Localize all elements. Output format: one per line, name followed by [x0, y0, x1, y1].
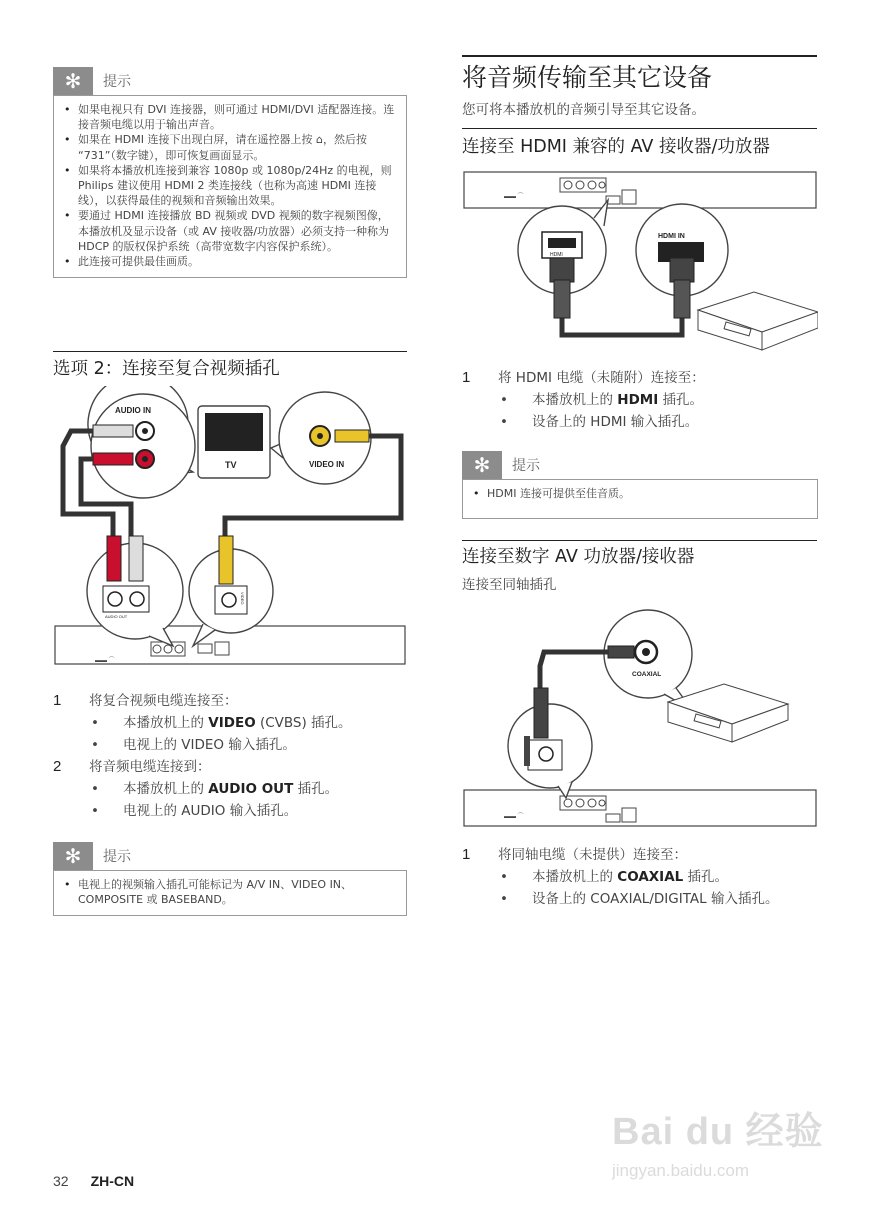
step-1	[462, 367, 818, 389]
step-sub-item: • 本播放机上的 COAXIAL 插孔。	[462, 866, 818, 888]
step-2	[53, 756, 407, 778]
step-1	[462, 844, 818, 866]
tip-box-1	[53, 67, 407, 278]
tip-header	[53, 842, 407, 870]
tip-item: • 电视上的视频输入插孔可能标记为 A/V IN、VIDEO IN、COMPOSITE 或 BASEBAND。	[62, 877, 398, 907]
hdmi-steps	[462, 367, 818, 433]
hdmi-diagram	[462, 170, 818, 358]
tip-header	[53, 67, 407, 95]
video-in-label: VIDEO IN	[309, 460, 345, 469]
page-title: 将音频传输至其它设备	[462, 63, 713, 92]
tip-body	[53, 870, 407, 916]
red-plug	[107, 536, 121, 581]
asterisk-icon: ✻	[53, 67, 93, 95]
svg-text:▬▬ ⌒: ▬▬ ⌒	[504, 814, 524, 820]
option2-heading: 选项 2：连接至复合视频插孔	[53, 359, 280, 379]
step-number: 1	[462, 846, 471, 863]
tip-label: 提示	[103, 74, 131, 90]
step-sub-item: • 本播放机上的 VIDEO (CVBS) 插孔。	[53, 712, 407, 734]
option2-steps	[53, 690, 407, 822]
audio-in-label: AUDIO IN	[115, 406, 151, 415]
step-sub-item: • 设备上的 COAXIAL/DIGITAL 输入插孔。	[462, 888, 782, 910]
tip-body	[53, 95, 407, 278]
step-text: 将音频电缆连接到：	[89, 759, 211, 775]
step-1	[53, 690, 407, 712]
hdmi-plug	[670, 258, 694, 282]
coax-subheading: 连接至同轴插孔	[462, 577, 557, 593]
asterisk-icon: ✻	[53, 842, 93, 870]
section-rule	[462, 540, 817, 541]
asterisk-icon: ✻	[462, 451, 502, 479]
tip-header	[462, 451, 818, 479]
step-text: 将同轴电缆（未提供）连接至：	[498, 847, 687, 863]
step-sub-item: • 本播放机上的 HDMI 插孔。	[462, 389, 818, 411]
tip-item: • HDMI 连接可提供至佳音质。	[471, 486, 809, 501]
step-sub-item: • 设备上的 HDMI 输入插孔。	[462, 411, 818, 433]
audio-out-label: AUDIO OUT	[105, 614, 128, 619]
digital-heading: 连接至数字 AV 功放器/接收器	[462, 547, 695, 567]
white-plug	[129, 536, 143, 581]
section-rule	[53, 351, 407, 352]
hdmi-label: HDMI	[550, 252, 563, 258]
player-body	[464, 790, 816, 826]
yellow-plug	[219, 536, 233, 584]
video-out-label: VIDEO	[240, 592, 245, 605]
step-number: 2	[53, 758, 62, 775]
step-number: 1	[53, 692, 62, 709]
tip-item: • 如果在 HDMI 连接下出现白屏，请在遥控器上按 ⌂，然后按 “731”（数字键），即可恢复画面显示。	[62, 132, 398, 162]
step-number: 1	[462, 369, 471, 386]
svg-text:▬▬ ⌒: ▬▬ ⌒	[504, 194, 524, 200]
tip-label: 提示	[512, 458, 540, 474]
coaxial-cable	[540, 652, 608, 688]
section-rule	[462, 128, 817, 129]
watermark-url: jingyan.baidu.com	[612, 1161, 750, 1180]
step-text: 将 HDMI 电缆（未随附）连接至：	[498, 370, 705, 386]
tip-item: • 如果电视只有 DVI 连接器，则可通过 HDMI/DVI 适配器连接。连接音频电缆以用于输出声音。	[62, 102, 398, 132]
tip-box-3	[462, 451, 818, 519]
coaxial-label: COAXIAL	[632, 671, 662, 678]
page-number: 32	[53, 1173, 69, 1189]
coax-steps	[462, 844, 818, 910]
title-rule	[462, 55, 817, 57]
hdmi-plug	[550, 258, 574, 282]
tip-item: • 如果将本播放机连接到兼容 1080p 或 1080p/24Hz 的电视，则 Philips 建议使用 HDMI 2 类连接线（也称为高速 HDMI 连接线），以获得最佳的视频和音频输出效果。	[62, 163, 398, 209]
hdmi-in-label: HDMI IN	[658, 233, 685, 240]
baidu-watermark	[612, 1100, 832, 1200]
tip-label: 提示	[103, 849, 131, 865]
tip-box-2	[53, 842, 407, 916]
step-sub-item: • 电视上的 AUDIO 输入插孔。	[53, 800, 407, 822]
hdmi-cable	[562, 318, 682, 335]
step-text: 将复合视频电缆连接至：	[89, 693, 238, 709]
composite-video-diagram	[53, 386, 407, 668]
step-sub-item: • 本播放机上的 AUDIO OUT 插孔。	[53, 778, 407, 800]
coaxial-plug	[534, 688, 548, 738]
tip-item: • 要通过 HDMI 连接播放 BD 视频或 DVD 视频的数字视频图像，本播放机及显示设备（或 AV 接收器/功放器）必须支持一种称为 HDCP 的版权保护系统（高带宽数字内容保护系统）。	[62, 208, 398, 254]
step-sub-item: • 电视上的 VIDEO 输入插孔。	[53, 734, 407, 756]
tv-screen	[205, 413, 263, 451]
tv-label: TV	[225, 460, 237, 470]
player-body	[464, 172, 816, 208]
tip-item: • 此连接可提供最佳画质。	[62, 254, 398, 269]
intro-text: 您可将本播放机的音频引导至其它设备。	[462, 102, 705, 118]
tip-body	[462, 479, 818, 519]
watermark-brand: Bai du 经验	[612, 1111, 824, 1153]
svg-text:▬▬ ⌒: ▬▬ ⌒	[95, 658, 115, 664]
page-footer	[53, 1173, 134, 1189]
coaxial-diagram	[462, 606, 818, 832]
hdmi-heading: 连接至 HDMI 兼容的 AV 接收器/功放器	[462, 137, 770, 157]
language-code: ZH-CN	[90, 1173, 135, 1189]
